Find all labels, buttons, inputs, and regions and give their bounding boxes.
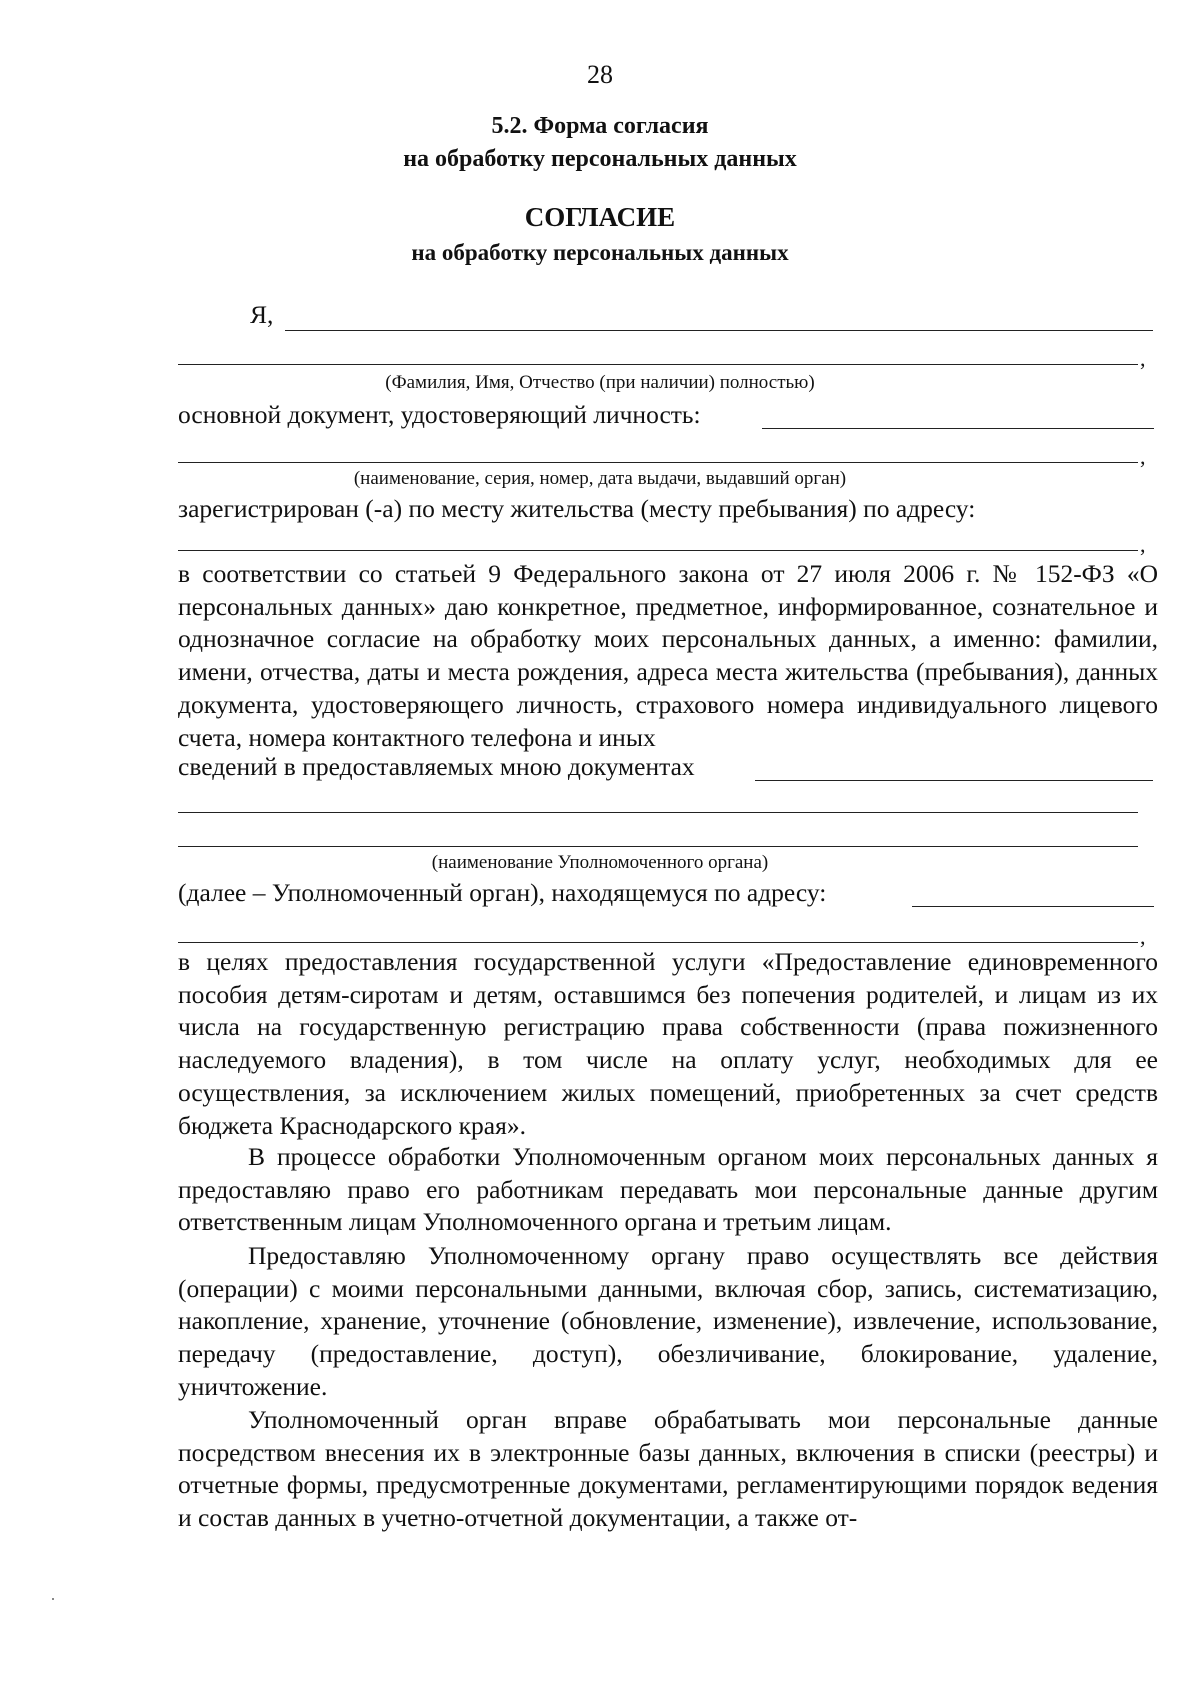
processing-paragraph: Уполномоченный орган вправе обрабатывать мои персональные данные посредством внесения их в электронные базы данных, включения в списки (реестры) и отчетные формы, предусмотренные документами, регламентирующими порядок ведения и состав данных в учетно-отчетной документации, а также от- [178, 1405, 1158, 1533]
fio-comma: , [1140, 346, 1146, 371]
fio-line-2[interactable] [178, 364, 1138, 365]
authority-address-line-1[interactable] [912, 906, 1154, 907]
actions-paragraph: Предоставляю Уполномоченному органу право осуществлять все действия (операции) с моими персональными данными, включая сбор, запись, систематизацию, накопление, хранение, уточнение (обновление, изменение), извлечение, использование, передачу (предоставление, доступ), обезличивание, блокирование, удаление, уничтожение. [178, 1241, 1158, 1401]
id-doc-comma: , [1140, 444, 1146, 469]
address-label: зарегистрирован (-а) по месту жительства (месту пребывания) по адресу: [178, 494, 976, 523]
authority-caption: (наименование Уполномоченного органа) [431, 852, 769, 873]
transfer-paragraph: В процессе обработки Уполномоченным органом моих персональных данных я предоставляю право его работникам передавать мои персональные данные другим ответственным лицам Уполномоченного органа и третьим лицам. [178, 1142, 1158, 1237]
authority-address-line-2[interactable] [178, 942, 1138, 943]
fio-caption: (Фамилия, Имя, Отчество (при наличии) полностью) [385, 372, 815, 393]
documents-line-1[interactable] [755, 780, 1153, 781]
section-title-line1: 5.2. Форма согласия [491, 113, 709, 139]
document-title: СОГЛАСИЕ [524, 202, 676, 232]
authority-address-comma: , [1140, 924, 1146, 949]
address-line[interactable] [178, 550, 1138, 551]
documents-line-2[interactable] [178, 812, 1138, 813]
consent-paragraph: в соответствии со статьей 9 Федерального закона от 27 июля 2006 г. № 152-ФЗ «О персональных данных» даю конкретное, предметное, информированное, сознательное и однозначное согласие на обработку моих персональных данных, а именно: фамилии, имени, отчества, даты и места рождения, адреса места жительства (пребывания), данных документа, удостоверяющего личность, страхового номера индивидуального лицевого счета, номера контактного телефона и иных [178, 559, 1158, 752]
authority-line[interactable] [178, 846, 1138, 847]
i-label: Я, [250, 300, 274, 329]
section-title-line2: на обработку персональных данных [403, 146, 797, 172]
document-subtitle: на обработку персональных данных [411, 240, 789, 265]
scan-speck [52, 1598, 54, 1600]
id-doc-caption: (наименование, серия, номер, дата выдачи, выдавший орган) [353, 468, 847, 489]
address-comma: , [1140, 532, 1146, 557]
fio-line-1[interactable] [285, 330, 1153, 331]
id-doc-label: основной документ, удостоверяющий личность: [178, 400, 701, 429]
page-number: 28 [587, 60, 613, 89]
authority-address-label: (далее – Уполномоченный орган), находящемуся по адресу: [178, 878, 827, 907]
consent-last-line: сведений в предоставляемых мною документах [178, 752, 695, 781]
id-doc-line-1[interactable] [762, 428, 1154, 429]
section-title [0, 110, 1200, 176]
id-doc-line-2[interactable] [178, 462, 1138, 463]
purpose-paragraph: в целях предоставления государственной услуги «Предоставление единовременного пособия детям-сиротам и детям, оставшимся без попечения родителей, и лицам из их числа на государственную регистрацию права собственности (права пожизненного наследуемого владения), в том числе на оплату услуг, необходимых для ее осуществления, за исключением жилых помещений, приобретенных за счет средств бюджета Краснодарского края». [178, 947, 1158, 1140]
